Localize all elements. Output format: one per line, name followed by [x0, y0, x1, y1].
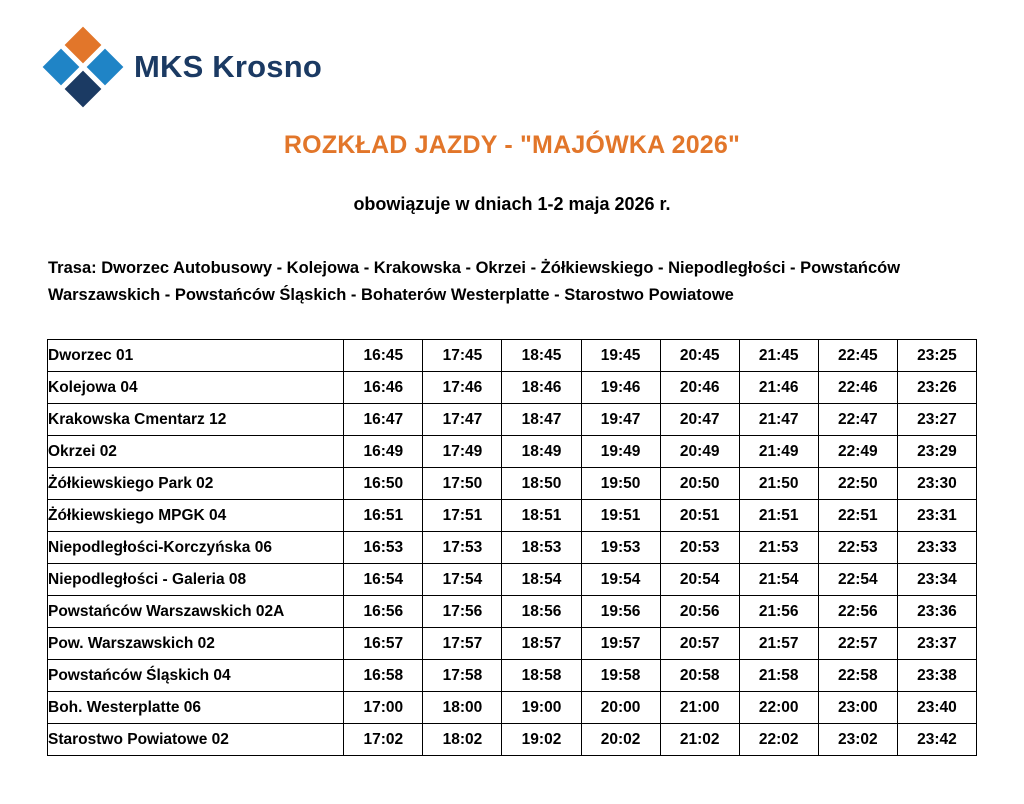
departure-time-cell: 23:38: [897, 660, 976, 692]
departure-time-cell: 22:50: [818, 468, 897, 500]
departure-time-cell: 23:30: [897, 468, 976, 500]
departure-time-cell: 20:45: [660, 340, 739, 372]
departure-time-cell: 17:49: [423, 436, 502, 468]
departure-time-cell: 22:00: [739, 692, 818, 724]
departure-time-cell: 19:02: [502, 724, 581, 756]
stop-name-cell: Żółkiewskiego MPGK 04: [48, 500, 344, 532]
departure-time-cell: 18:50: [502, 468, 581, 500]
departure-time-cell: 21:45: [739, 340, 818, 372]
departure-time-cell: 19:50: [581, 468, 660, 500]
departure-time-cell: 21:47: [739, 404, 818, 436]
departure-time-cell: 19:45: [581, 340, 660, 372]
departure-time-cell: 21:54: [739, 564, 818, 596]
departure-time-cell: 21:46: [739, 372, 818, 404]
departure-time-cell: 17:45: [423, 340, 502, 372]
departure-time-cell: 23:40: [897, 692, 976, 724]
departure-time-cell: 23:34: [897, 564, 976, 596]
departure-time-cell: 18:46: [502, 372, 581, 404]
departure-time-cell: 20:46: [660, 372, 739, 404]
table-row: [48, 372, 977, 404]
departure-time-cell: 18:02: [423, 724, 502, 756]
departure-time-cell: 20:49: [660, 436, 739, 468]
logo-text: MKS Krosno: [134, 49, 322, 84]
mks-krosno-diamond-icon: [46, 30, 120, 104]
table-row: [48, 724, 977, 756]
departure-time-cell: 19:47: [581, 404, 660, 436]
timetable-body: [48, 340, 977, 756]
departure-time-cell: 21:50: [739, 468, 818, 500]
departure-time-cell: 23:33: [897, 532, 976, 564]
stop-name-cell: Pow. Warszawskich 02: [48, 628, 344, 660]
table-row: [48, 628, 977, 660]
stop-name-cell: Boh. Westerplatte 06: [48, 692, 344, 724]
departure-time-cell: 22:54: [818, 564, 897, 596]
departure-time-cell: 16:53: [344, 532, 423, 564]
table-row: [48, 564, 977, 596]
departure-time-cell: 20:02: [581, 724, 660, 756]
table-row: [48, 660, 977, 692]
table-row: [48, 500, 977, 532]
departure-time-cell: 23:31: [897, 500, 976, 532]
departure-time-cell: 18:45: [502, 340, 581, 372]
departure-time-cell: 17:46: [423, 372, 502, 404]
departure-time-cell: 23:02: [818, 724, 897, 756]
departure-time-cell: 23:27: [897, 404, 976, 436]
table-row: [48, 340, 977, 372]
departure-time-cell: 17:02: [344, 724, 423, 756]
departure-time-cell: 22:02: [739, 724, 818, 756]
departure-time-cell: 18:57: [502, 628, 581, 660]
stop-name-cell: Niepodległości-Korczyńska 06: [48, 532, 344, 564]
departure-time-cell: 16:56: [344, 596, 423, 628]
stop-name-cell: Kolejowa 04: [48, 372, 344, 404]
departure-time-cell: 18:58: [502, 660, 581, 692]
departure-time-cell: 23:37: [897, 628, 976, 660]
logo: [46, 28, 322, 106]
departure-time-cell: 18:00: [423, 692, 502, 724]
departure-time-cell: 19:46: [581, 372, 660, 404]
departure-time-cell: 16:58: [344, 660, 423, 692]
departure-time-cell: 19:53: [581, 532, 660, 564]
departure-time-cell: 16:57: [344, 628, 423, 660]
departure-time-cell: 22:46: [818, 372, 897, 404]
departure-time-cell: 20:54: [660, 564, 739, 596]
departure-time-cell: 20:57: [660, 628, 739, 660]
table-row: [48, 436, 977, 468]
departure-time-cell: 20:56: [660, 596, 739, 628]
departure-time-cell: 16:54: [344, 564, 423, 596]
departure-time-cell: 16:46: [344, 372, 423, 404]
table-row: [48, 404, 977, 436]
table-row: [48, 596, 977, 628]
departure-time-cell: 18:54: [502, 564, 581, 596]
departure-time-cell: 22:53: [818, 532, 897, 564]
departure-time-cell: 19:56: [581, 596, 660, 628]
departure-time-cell: 20:58: [660, 660, 739, 692]
departure-time-cell: 17:54: [423, 564, 502, 596]
departure-time-cell: 21:57: [739, 628, 818, 660]
departure-time-cell: 19:51: [581, 500, 660, 532]
stop-name-cell: Żółkiewskiego Park 02: [48, 468, 344, 500]
departure-time-cell: 23:25: [897, 340, 976, 372]
departure-time-cell: 19:00: [502, 692, 581, 724]
departure-time-cell: 18:49: [502, 436, 581, 468]
route-description: [48, 255, 978, 308]
departure-time-cell: 23:00: [818, 692, 897, 724]
departure-time-cell: 19:54: [581, 564, 660, 596]
stop-name-cell: Niepodległości - Galeria 08: [48, 564, 344, 596]
departure-time-cell: 20:47: [660, 404, 739, 436]
departure-time-cell: 17:58: [423, 660, 502, 692]
departure-time-cell: 22:47: [818, 404, 897, 436]
departure-time-cell: 19:49: [581, 436, 660, 468]
departure-time-cell: 18:47: [502, 404, 581, 436]
departure-time-cell: 17:53: [423, 532, 502, 564]
departure-time-cell: 21:49: [739, 436, 818, 468]
departure-time-cell: 17:56: [423, 596, 502, 628]
departure-time-cell: 17:47: [423, 404, 502, 436]
stop-name-cell: Powstańców Śląskich 04: [48, 660, 344, 692]
departure-time-cell: 17:00: [344, 692, 423, 724]
timetable: [47, 339, 977, 756]
departure-time-cell: 17:57: [423, 628, 502, 660]
departure-time-cell: 22:58: [818, 660, 897, 692]
departure-time-cell: 22:49: [818, 436, 897, 468]
departure-time-cell: 20:00: [581, 692, 660, 724]
departure-time-cell: 21:56: [739, 596, 818, 628]
departure-time-cell: 21:02: [660, 724, 739, 756]
stop-name-cell: Okrzei 02: [48, 436, 344, 468]
page-subtitle: obowiązuje w dniach 1-2 maja 2026 r.: [353, 194, 671, 214]
table-row: [48, 468, 977, 500]
departure-time-cell: 23:42: [897, 724, 976, 756]
departure-time-cell: 18:56: [502, 596, 581, 628]
departure-time-cell: 17:50: [423, 468, 502, 500]
stop-name-cell: Powstańców Warszawskich 02A: [48, 596, 344, 628]
departure-time-cell: 16:47: [344, 404, 423, 436]
departure-time-cell: 16:45: [344, 340, 423, 372]
departure-time-cell: 20:51: [660, 500, 739, 532]
route-line-2: Warszawskich - Powstańców Śląskich - Bohaterów Westerplatte - Starostwo Powiatowe: [48, 285, 734, 304]
departure-time-cell: 22:57: [818, 628, 897, 660]
departure-time-cell: 23:29: [897, 436, 976, 468]
departure-time-cell: 16:50: [344, 468, 423, 500]
departure-time-cell: 20:53: [660, 532, 739, 564]
stop-name-cell: Dworzec 01: [48, 340, 344, 372]
page-title: ROZKŁAD JAZDY - "MAJÓWKA 2026": [283, 131, 741, 159]
route-line-1: Trasa: Dworzec Autobusowy - Kolejowa - Krakowska - Okrzei - Żółkiewskiego - Niepodległości - Powstańców: [48, 259, 901, 277]
departure-time-cell: 21:00: [660, 692, 739, 724]
departure-time-cell: 21:53: [739, 532, 818, 564]
departure-time-cell: 21:51: [739, 500, 818, 532]
table-row: [48, 532, 977, 564]
departure-time-cell: 18:53: [502, 532, 581, 564]
departure-time-cell: 16:49: [344, 436, 423, 468]
timetable-container: [47, 339, 977, 756]
stop-name-cell: Krakowska Cmentarz 12: [48, 404, 344, 436]
departure-time-cell: 23:36: [897, 596, 976, 628]
departure-time-cell: 22:45: [818, 340, 897, 372]
departure-time-cell: 16:51: [344, 500, 423, 532]
departure-time-cell: 22:56: [818, 596, 897, 628]
stop-name-cell: Starostwo Powiatowe 02: [48, 724, 344, 756]
departure-time-cell: 19:58: [581, 660, 660, 692]
departure-time-cell: 20:50: [660, 468, 739, 500]
departure-time-cell: 23:26: [897, 372, 976, 404]
departure-time-cell: 22:51: [818, 500, 897, 532]
departure-time-cell: 19:57: [581, 628, 660, 660]
table-row: [48, 692, 977, 724]
departure-time-cell: 17:51: [423, 500, 502, 532]
departure-time-cell: 18:51: [502, 500, 581, 532]
departure-time-cell: 21:58: [739, 660, 818, 692]
